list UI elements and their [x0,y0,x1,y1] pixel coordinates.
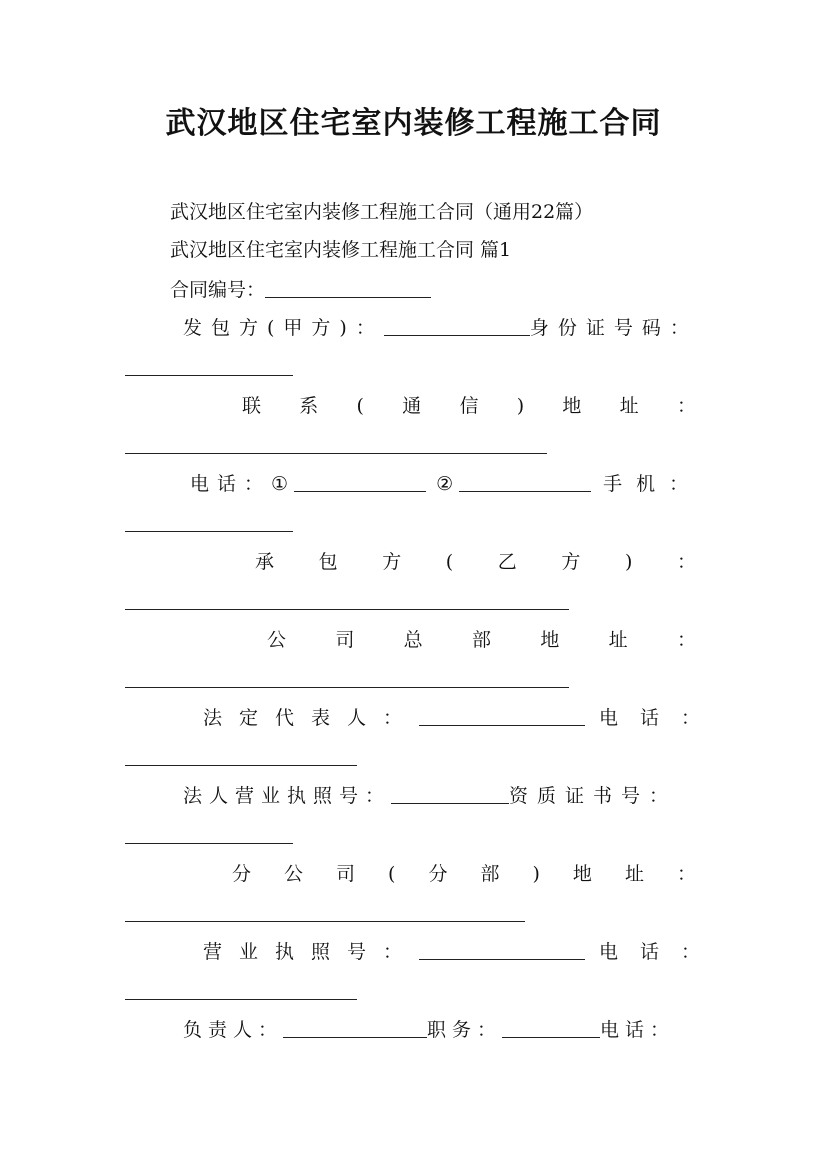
last-phone-label: 电话： [600,1019,676,1041]
license-row [183,784,677,808]
hq-address-char: 地 [540,629,560,651]
branch-address-char: ) [532,863,540,885]
branch-address-char: ( [388,863,396,885]
branch-address-char: 公 [284,863,304,885]
branch-address-field[interactable] [125,921,525,922]
business-phone-field[interactable] [125,999,357,1000]
hq-address-char: 司 [335,629,355,651]
hq-address-char: 部 [471,629,491,651]
party-b-char: ( [445,551,454,573]
contact-address-char: 址 [619,395,639,417]
party-b-char: 方 [561,551,581,573]
party-a-field[interactable] [384,317,530,336]
party-b-char: 乙 [497,551,517,573]
party-b-field[interactable] [125,609,569,610]
branch-address-char: ： [676,863,696,885]
hq-address-char: ： [676,629,696,651]
party-b-char: 承 [255,551,275,573]
party-b-char: 包 [318,551,338,573]
subtitle-line-2: 武汉地区住宅室内装修工程施工合同 篇1 [170,239,512,261]
hq-address-row [267,628,696,652]
license-label: 法人营业执照号： [183,785,392,807]
hq-address-char: 址 [608,629,628,651]
hq-address-field[interactable] [125,687,569,688]
legal-rep-phone-label: 电话： [599,707,723,729]
business-phone-label: 电话： [599,941,723,963]
party-a-row [183,316,698,340]
legal-rep-field[interactable] [419,707,585,726]
party-a-label: 发包方(甲方)： [183,317,384,339]
phone-label: 电话： [190,473,272,495]
business-license-row [203,940,722,964]
contact-address-char: ： [676,395,696,417]
legal-rep-label: 法定代表人： [203,707,420,729]
phone-two-field[interactable] [459,473,591,492]
contract-number-row [170,278,431,302]
party-b-char: 方 [382,551,402,573]
business-license-field[interactable] [419,941,585,960]
position-field[interactable] [502,1019,600,1038]
branch-address-char: 分 [428,863,448,885]
contact-address-char: 联 [242,395,262,417]
legal-rep-row [203,706,722,730]
license-field[interactable] [391,785,509,804]
contact-address-char: ( [356,395,364,417]
contract-number-field[interactable] [265,279,431,298]
person-in-charge-row [183,1018,675,1042]
branch-address-char: 部 [480,863,500,885]
branch-address-char: 地 [572,863,592,885]
contact-address-char: 地 [562,395,582,417]
subtitle-line-1: 武汉地区住宅室内装修工程施工合同（通用22篇） [170,201,594,223]
contact-address-char: ) [516,395,525,417]
contract-number-label: 合同编号： [170,279,266,301]
phone-one-field[interactable] [294,473,426,492]
person-in-charge-label: 负责人： [183,1019,284,1041]
contact-address-field[interactable] [125,453,547,454]
hq-address-char: 公 [267,629,287,651]
phone-one-marker: ① [271,473,295,495]
mobile-label: 手机： [603,473,703,495]
contact-address-char: 通 [402,395,422,417]
document-title: 武汉地区住宅室内装修工程施工合同 [165,106,662,141]
branch-address-char: 分 [232,863,252,885]
hq-address-char: 总 [403,629,423,651]
contact-address-char: 系 [299,395,319,417]
qualification-label: 资质证书号： [509,785,678,807]
business-license-label: 营业执照号： [203,941,420,963]
branch-address-char: 址 [624,863,644,885]
id-number-label: 身份证号码： [529,317,698,339]
party-b-char: ： [676,551,696,573]
branch-address-char: 司 [336,863,356,885]
phone-row [190,472,702,496]
contact-address-char: 信 [459,395,479,417]
contact-address-row [242,394,696,418]
party-b-char: ) [624,551,633,573]
position-label: 职务： [427,1019,503,1041]
legal-rep-phone-field[interactable] [125,765,357,766]
qualification-field[interactable] [125,843,293,844]
mobile-field[interactable] [125,531,293,532]
person-in-charge-field[interactable] [283,1019,427,1038]
party-b-row [255,550,696,574]
phone-two-marker: ② [436,473,460,495]
id-number-field[interactable] [125,375,293,376]
branch-address-row [232,862,696,886]
